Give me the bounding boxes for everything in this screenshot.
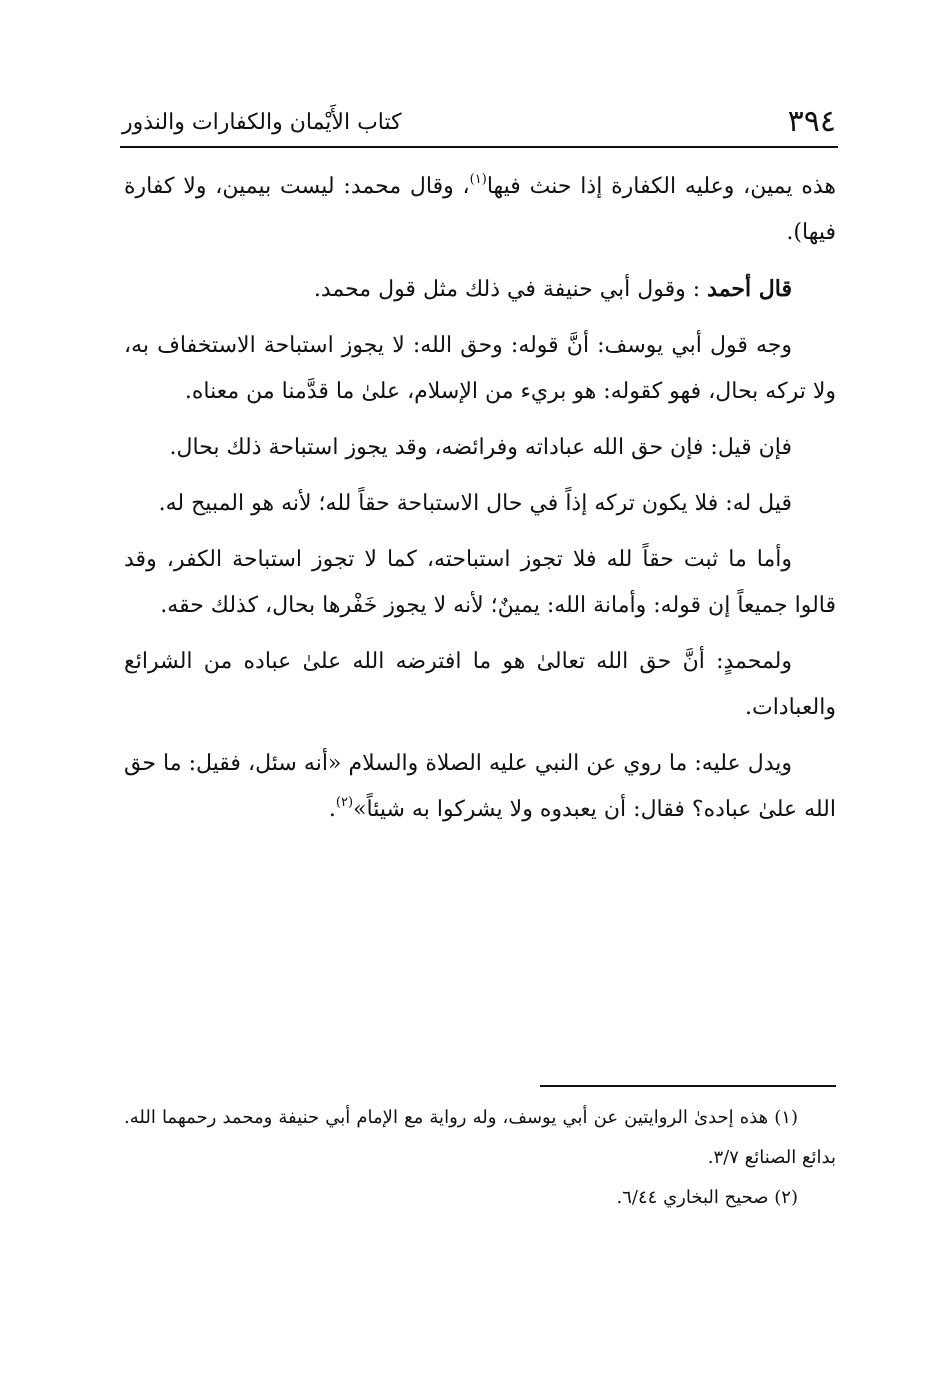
paragraph-8-text-a: ويدل عليه: ما روي عن النبي عليه الصلاة والسلام «أنه سئل، فقيل: ما حق الله علىٰ عباده؟ فقال: أن يعبدوه ولا يشركوا به شيئاً»	[124, 751, 836, 822]
footnote-reference-1: (١)	[469, 172, 487, 187]
paragraph-1	[124, 164, 836, 256]
paragraph-8	[124, 741, 836, 833]
paragraph-5: قيل له: فلا يكون تركه إذاً في حال الاستباحة حقاً لله؛ لأنه هو المبيح له.	[158, 491, 792, 516]
paragraph-1-text-b: ، وقال محمد: ليست بيمين، ولا كفارة فيها).	[124, 174, 836, 245]
footnote-2: (٢) صحيح البخاري ٦/٤٤.	[616, 1187, 798, 1208]
paragraph-3: وجه قول أبي يوسف: أنَّ قوله: وحق الله: لا يجوز استباحة الاستخفاف به، ولا تركه بحال، فهو كقوله: هو بريء من الإسلام، علىٰ ما قدَّمنا من معناه.	[124, 333, 836, 404]
footnote-separator	[540, 1085, 836, 1087]
paragraph-8-text-b: .	[328, 797, 336, 822]
running-header	[120, 100, 838, 148]
main-text	[124, 164, 836, 843]
paragraph-7: ولمحمدٍ: أنَّ حق الله تعالىٰ هو ما افترضه الله علىٰ عباده من الشرائع والعبادات.	[124, 649, 836, 720]
paragraph-1-text-a: هذه يمين، وعليه الكفارة إذا حنث فيها	[486, 174, 836, 199]
footnotes	[124, 1098, 836, 1218]
paragraph-6: وأما ما ثبت حقاً لله فلا تجوز استباحته، كما لا تجوز استباحة الكفر، وقد قالوا جميعاً إن قوله: وأمانة الله: يمينٌ؛ لأنه لا يجوز خَفْرها بحال، كذلك حقه.	[124, 547, 836, 618]
footnote-1: (١) هذه إحدىٰ الروايتين عن أبي يوسف، وله رواية مع الإمام أبي حنيفة ومحمد رحمهما الله. بدائع الصنائع ٣/٧.	[124, 1107, 836, 1168]
speaker-label: قال أحمد	[707, 276, 792, 302]
paragraph-4: فإن قيل: فإن حق الله عباداته وفرائضه، وقد يجوز استباحة ذلك بحال.	[169, 435, 792, 460]
paragraph-2	[124, 266, 836, 313]
book-title: كتاب الأَيْمان والكفارات والنذور	[122, 110, 402, 135]
paragraph-2-text: : وقول أبي حنيفة في ذلك مثل قول محمد.	[313, 277, 708, 302]
page-number: ٣٩٤	[787, 104, 836, 139]
footnote-reference-2: (٢)	[335, 795, 354, 810]
